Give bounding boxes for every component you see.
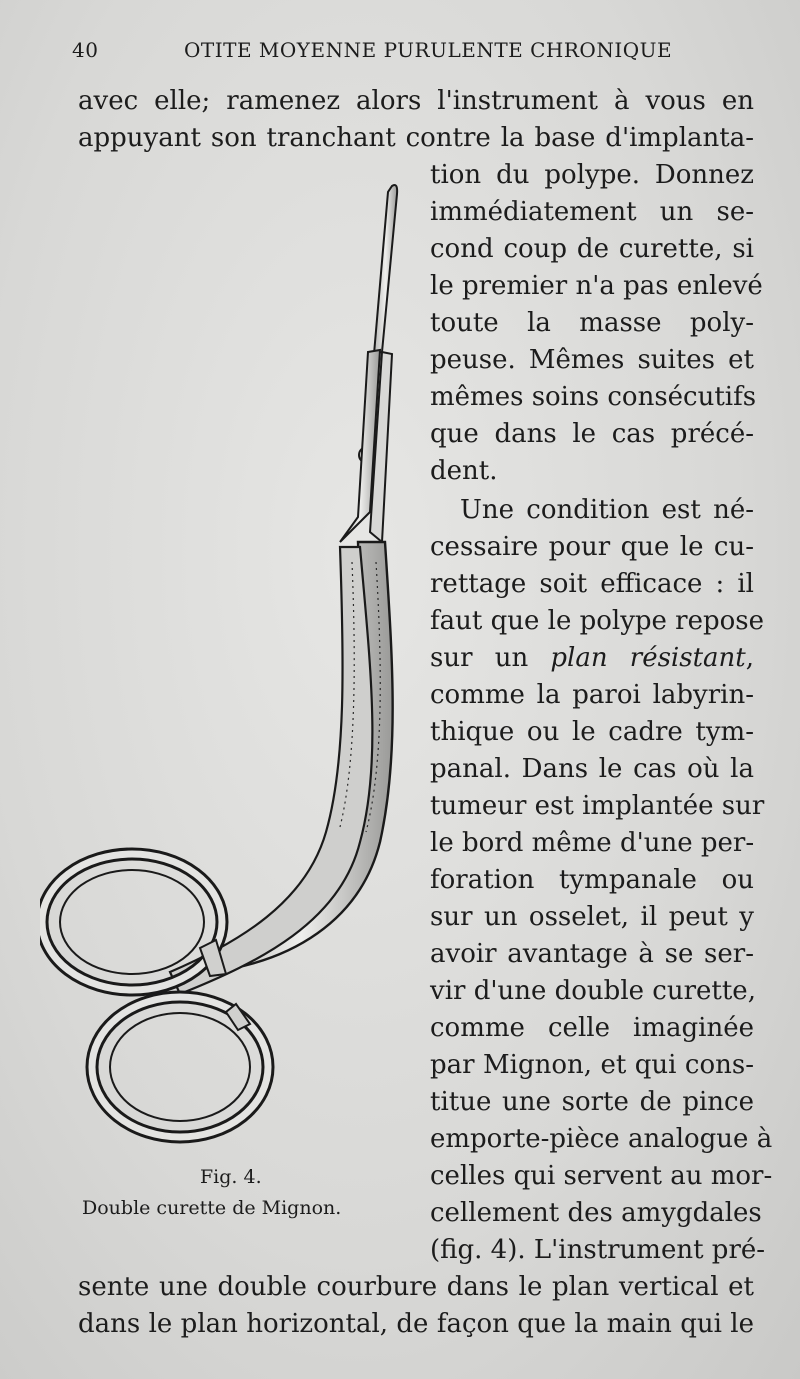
- text-line: peuse. Mêmes suites et: [430, 345, 754, 375]
- text-line: dent.: [430, 456, 498, 486]
- text-line: appuyant son tranchant contre la base d'implanta-: [78, 123, 754, 153]
- figure-label: Fig. 4.: [200, 1166, 262, 1188]
- curette-engraving: [40, 182, 420, 1152]
- text-line: thique ou le cadre tym-: [430, 717, 754, 747]
- text-line: rettage soit efficace : il: [430, 569, 754, 599]
- text-line: vir d'une double curette,: [430, 976, 756, 1006]
- text-line: (fig. 4). L'instrument pré-: [430, 1235, 766, 1265]
- figure-caption: Double curette de Mignon.: [82, 1197, 342, 1219]
- text-line: cessaire pour que le cu-: [430, 532, 754, 562]
- text-line: cond coup de curette, si: [430, 234, 754, 264]
- running-title: OTITE MOYENNE PURULENTE CHRONIQUE: [184, 38, 673, 62]
- text-line: comme celle imaginée: [430, 1013, 754, 1043]
- text-fragment: sur un: [430, 643, 551, 673]
- text-line: toute la masse poly-: [430, 308, 754, 338]
- curette-tip: [374, 185, 397, 354]
- text-line: le bord même d'une per-: [430, 828, 755, 858]
- text-line: sente une double courbure dans le plan vertical et: [78, 1272, 754, 1302]
- text-line: tion du polype. Donnez: [430, 160, 754, 190]
- text-line: avec elle; ramenez alors l'instrument à vous en: [78, 86, 754, 116]
- text-line: mêmes soins consécutifs: [430, 382, 757, 412]
- running-head: [72, 38, 772, 68]
- figure-double-curette: [40, 182, 420, 1152]
- text-line: panal. Dans le cas où la: [430, 754, 754, 784]
- page-number: 40: [72, 38, 99, 62]
- text-line: par Mignon, et qui cons-: [430, 1050, 754, 1080]
- text-line: comme la paroi labyrin-: [430, 680, 754, 710]
- emphasis-text: plan résistant: [550, 643, 746, 673]
- text-line: emporte-pièce analogue à: [430, 1124, 773, 1154]
- text-line: [430, 640, 754, 677]
- text-line: avoir avantage à se ser-: [430, 939, 754, 969]
- text-line: titue une sorte de pince: [430, 1087, 754, 1117]
- text-line: que dans le cas précé-: [430, 419, 754, 449]
- text-line: immédiatement un se-: [430, 197, 754, 227]
- text-line: tumeur est implantée sur: [430, 791, 765, 821]
- text-line: Une condition est né-: [460, 495, 754, 525]
- text-line: le premier n'a pas enlevé: [430, 271, 763, 301]
- text-line: sur un osselet, il peut y: [430, 902, 754, 932]
- text-line: cellement des amygdales: [430, 1198, 762, 1228]
- text-line: celles qui servent au mor-: [430, 1161, 773, 1191]
- text-fragment: ,: [745, 643, 754, 673]
- curette-arm-front: [170, 547, 372, 994]
- text-line: dans le plan horizontal, de façon que la main qui le: [78, 1309, 754, 1339]
- text-line: foration tympanale ou: [430, 865, 754, 895]
- text-line: faut que le polype repose: [430, 606, 765, 636]
